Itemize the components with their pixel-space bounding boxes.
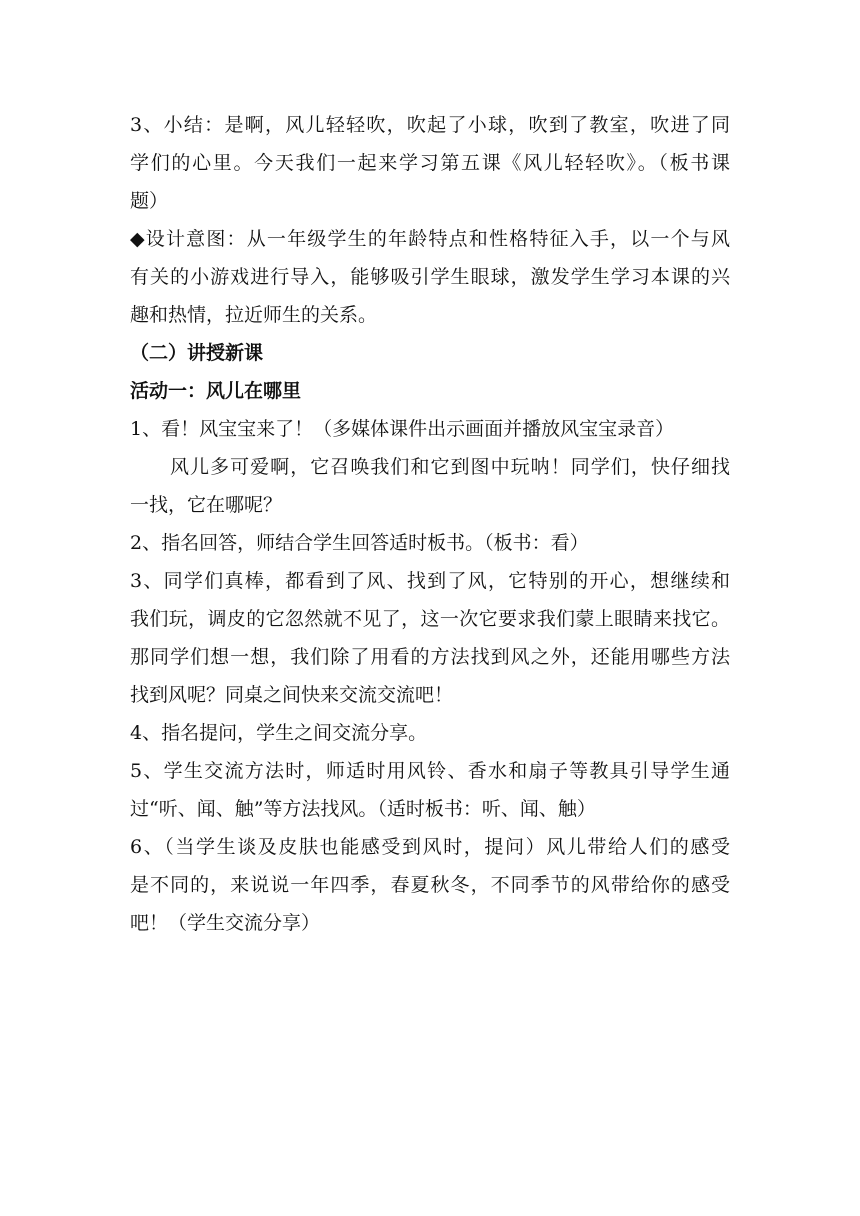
text-line: 我们玩，调皮的它忽然就不见了，这一次它要求我们蒙上眼睛来找它。 — [130, 608, 730, 630]
text-line: 2、指名回答，师结合学生回答适时板书。（板书：看） — [130, 532, 589, 554]
text-line: 趣和热情，拉近师生的关系。 — [130, 304, 378, 326]
text-line: 6、（当学生谈及皮肤也能感受到风时，提问）风儿带给人们的感受 — [130, 836, 730, 858]
text-line: 吧！（学生交流分享） — [130, 912, 321, 934]
text-line: 找到风呢？同桌之间快来交流交流吧！ — [130, 684, 454, 706]
text-line: 1、看！风宝宝来了！（多媒体课件出示画面并播放风宝宝录音） — [130, 418, 675, 440]
section-heading: （二）讲授新课 — [130, 342, 264, 364]
design-intent-line: ◆设计意图：从一年级学生的年龄特点和性格特征入手，以一个与风 — [130, 228, 730, 250]
document-page — [130, 106, 730, 942]
text-line: 有关的小游戏进行导入，能够吸引学生眼球，激发学生学习本课的兴 — [130, 266, 730, 288]
text-line: 4、指名提问，学生之间交流分享。 — [130, 722, 428, 744]
text-line: 3、同学们真棒，都看到了风、找到了风，它特别的开心，想继续和 — [130, 570, 730, 592]
text-line: 一找，它在哪呢？ — [130, 494, 283, 516]
text-line: 是不同的，来说说一年四季，春夏秋冬，不同季节的风带给你的感受 — [130, 874, 730, 896]
text-line: 过“听、闻、触”等方法找风。（适时板书：听、闻、触） — [130, 798, 596, 820]
activity-heading: 活动一：风儿在哪里 — [130, 380, 302, 402]
text-line: 3、小结：是啊，风儿轻轻吹，吹起了小球，吹到了教室，吹进了同 — [130, 114, 730, 136]
text-line: 学们的心里。今天我们一起来学习第五课《风儿轻轻吹》。（板书课 — [130, 152, 730, 174]
text-line: 5、学生交流方法时，师适时用风铃、香水和扇子等教具引导学生通 — [130, 760, 730, 782]
text-line: 那同学们想一想，我们除了用看的方法找到风之外，还能用哪些方法 — [130, 646, 730, 668]
text-line: 风儿多可爱啊，它召唤我们和它到图中玩呐！同学们，快仔细找 — [170, 456, 730, 478]
text-line: 题） — [130, 190, 169, 212]
